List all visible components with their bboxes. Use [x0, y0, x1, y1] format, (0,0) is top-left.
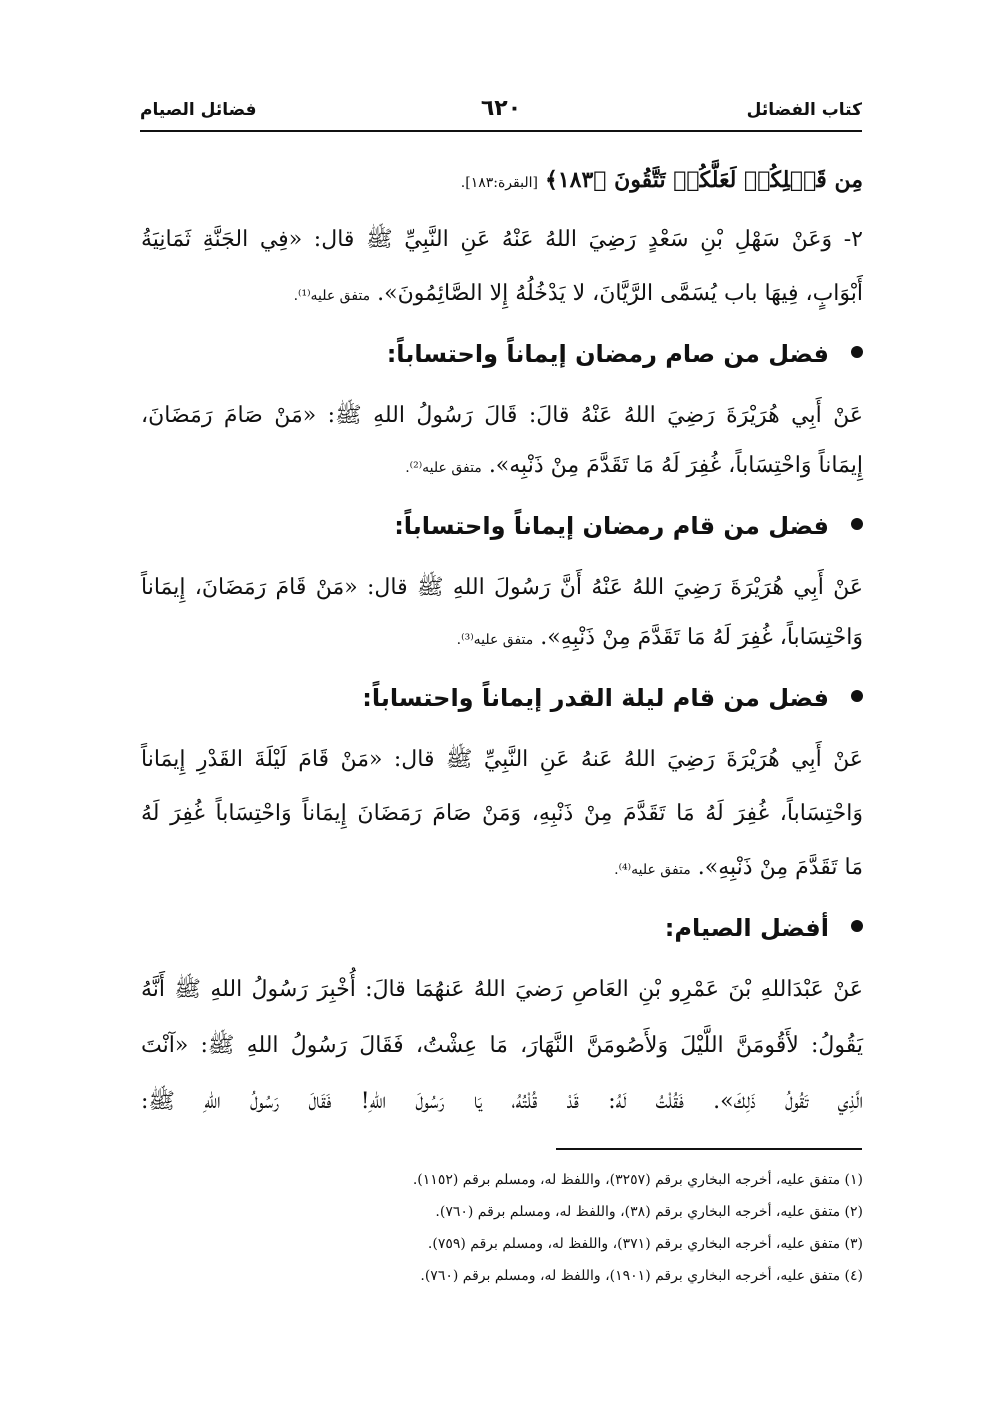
section4-heading: [141, 906, 863, 950]
section2-line2: [141, 616, 863, 662]
page-number: ٦٢٠: [480, 96, 522, 121]
section3-line2: وَاحْتِسَاباً، غُفِرَ لَهُ مَا تَقَدَّمَ مِنْ ذَنْبِهِ، وَمَنْ صَامَ رَمَضَانَ إِيمَاناً وَاحْتِسَاباً غُفِرَ لَهُ: [141, 801, 863, 826]
section1-text: إِيمَاناً وَاحْتِسَاباً، غُفِرَ لَهُ مَا تَقَدَّمَ مِنْ ذَنْبِه».: [488, 453, 863, 478]
section2-heading: [141, 504, 863, 548]
footnote-separator: [556, 1148, 862, 1150]
section3-text: مَا تَقَدَّمَ مِنْ ذَنْبِهِ».: [697, 855, 863, 880]
section4-title: أفضل الصيام:: [664, 914, 829, 942]
section2-text: وَاحْتِسَاباً، غُفِرَ لَهُ مَا تَقَدَّمَ مِنْ ذَنْبِهِ».: [540, 625, 863, 650]
section4-line2: يَقُولُ: لأَقُومَنَّ اللَّيْلَ وَلأَصُومَنَّ النَّهَارَ، مَا عِشْتُ، فَقَالَ رَسُولُ اللهِ ﷺ: «آنْتَ: [141, 1033, 863, 1058]
footnote-2: (٢) متفق عليه، أخرجه البخاري برقم (٣٨)، واللفظ له، ومسلم برقم (٧٦٠).: [435, 1204, 863, 1220]
section1-line1: عَنْ أَبِي هُرَيْرَةَ رَضِيَ اللهُ عَنْهُ قالَ: قَالَ رَسُولُ اللهِ ﷺ: «مَنْ صَامَ رَمَضَانَ،: [141, 403, 863, 428]
section3-line1: عَنْ أَبِي هُرَيْرَةَ رَضِيَ اللهُ عَنهُ عَنِ النَّبِيِّ ﷺ قال: «مَنْ قَامَ لَيْلَةَ القَدْرِ إِيمَاناً: [141, 747, 863, 772]
section3-title: فضل من قام ليلة القدر إيماناً واحتساباً:: [362, 684, 829, 712]
footnote-4: (٤) متفق عليه، أخرجه البخاري برقم (١٩٠١)، واللفظ له، ومسلم برقم (٧٦٠).: [420, 1268, 863, 1284]
verse-reference: [البقرة:١٨٣].: [460, 175, 538, 191]
section1-title: فضل من صام رمضان إيماناً واحتساباً:: [386, 340, 829, 368]
bullet-icon: [851, 518, 863, 530]
hadith2-text: أَبْوَابٍ، فِيهَا باب يُسَمَّى الرَّيَّانَ، لا يَدْخُلُهُ إِلا الصَّائِمُونَ».: [377, 281, 863, 306]
header-rule: [140, 130, 862, 132]
section3-line3: [141, 846, 863, 892]
quran-verse: مِن قَبۡلِكُمۡ لَعَلَّكُمۡ تَتَّقُونَ ﴿١٨٣﴾: [544, 167, 863, 193]
page-header: [140, 96, 862, 132]
bullet-icon: [851, 920, 863, 932]
section2-source: متفق عليه⁽³⁾.: [456, 632, 534, 648]
hadith2-line2: [141, 272, 863, 318]
hadith2-line1: ٢- وَعَنْ سَهْلِ بْنِ سَعْدٍ رَضِيَ اللهُ عَنْهُ عَنِ النَّبِيِّ ﷺ قال: «فِي الجَنَّةِ ثَمَانِيَةُ: [141, 227, 863, 252]
section1-heading: [141, 332, 863, 376]
section1-source: متفق عليه⁽²⁾.: [405, 460, 482, 476]
intro-verse-line: [141, 158, 863, 205]
section1-line2: [141, 444, 863, 490]
footnote-3: (٣) متفق عليه، أخرجه البخاري برقم (٣٧١)، واللفظ له، ومسلم برقم (٧٥٩).: [427, 1236, 863, 1252]
footnote-1: (١) متفق عليه، أخرجه البخاري برقم (٣٢٥٧)، واللفظ له، ومسلم برقم (١١٥٢).: [412, 1172, 863, 1188]
hadith2-source: متفق عليه⁽¹⁾.: [293, 288, 371, 304]
section-title: فضائل الصيام: [140, 100, 257, 120]
section4-line3: الَّذِي تَقُولُ ذَلِكَ». فَقُلْتُ لَهُ: قَدْ قُلْتُهُ، يَا رَسُولَ اللهِ! فَقَالَ رَسُولُ اللهِ ﷺ:: [141, 1089, 863, 1114]
section4-line1: عَنْ عَبْدَاللهِ بْنَ عَمْرِو بْنِ العَاصِ رَضيَ اللهُ عَنهُمَا قالَ: أُخْبِرَ رَسُولُ اللهِ ﷺ أَنَّهُ: [141, 977, 863, 1002]
section2-title: فضل من قام رمضان إيماناً واحتساباً:: [394, 512, 829, 540]
section2-line1: عَنْ أَبِي هُرَيْرَةَ رَضِيَ اللهُ عَنْهُ أَنَّ رَسُولَ اللهِ ﷺ قال: «مَنْ قَامَ رَمَضَانَ، إِيمَاناً: [141, 575, 863, 600]
bullet-icon: [851, 346, 863, 358]
section3-source: متفق عليه⁽⁴⁾.: [614, 862, 691, 878]
section3-heading: [141, 676, 863, 720]
bullet-icon: [851, 690, 863, 702]
book-title: كتاب الفضائل: [746, 100, 862, 120]
